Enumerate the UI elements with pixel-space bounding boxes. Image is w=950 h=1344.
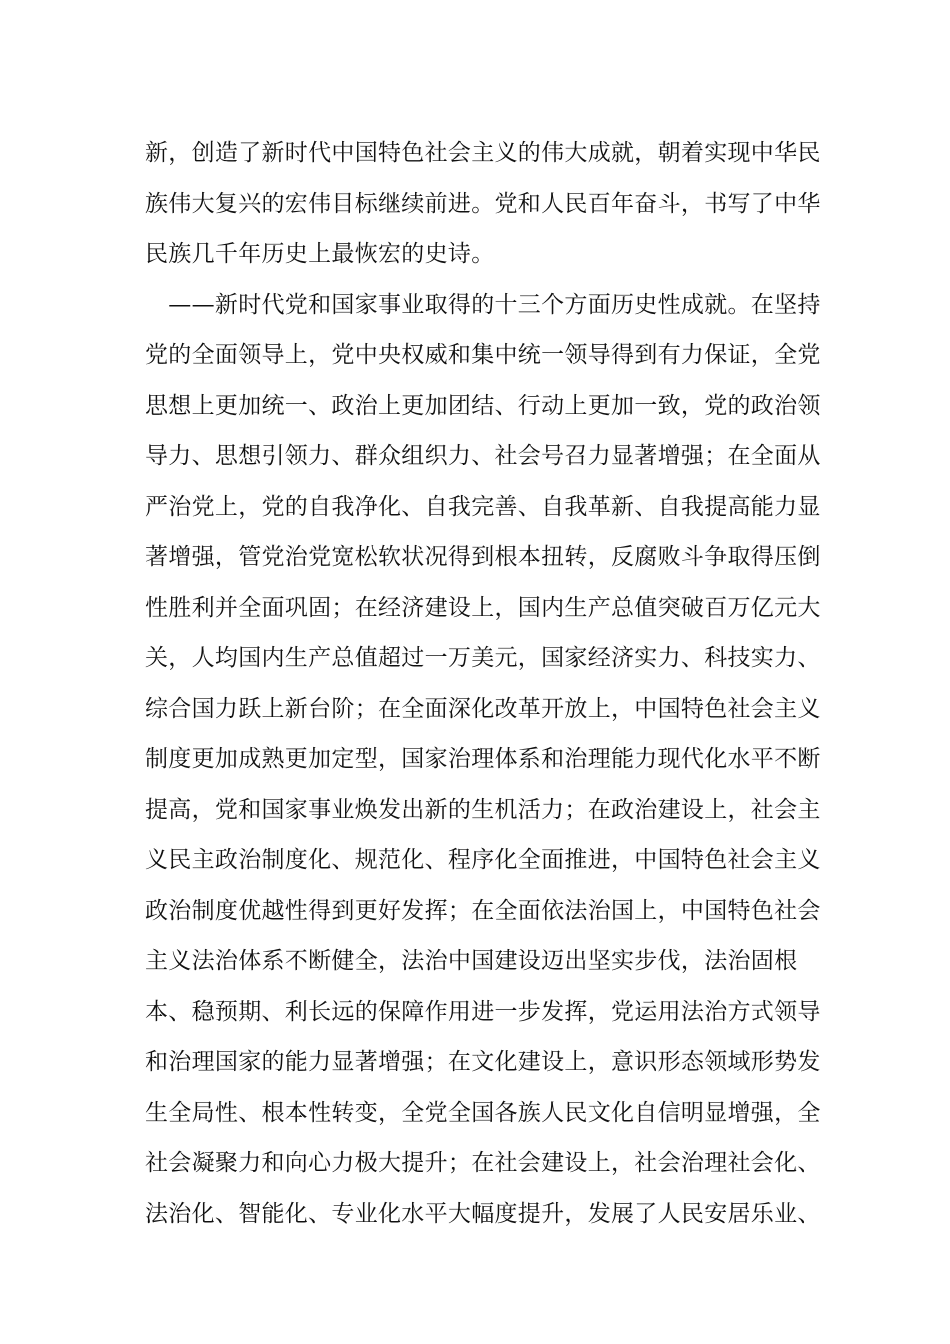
text-line: 民族几千年历史上最恢宏的史诗。: [145, 241, 495, 267]
text-line: 综合国力跃上新台阶；在全面深化改革开放上，中国特色社会主义: [145, 695, 821, 722]
text-line: 政治制度优越性得到更好发挥；在全面依法治国上，中国特色社会: [145, 897, 821, 924]
text-line: 党的全面领导上，党中央权威和集中统一领导得到有力保证，全党: [145, 342, 821, 368]
text-line: 导力、思想引领力、群众组织力、社会号召力显著增强；在全面从: [145, 443, 821, 469]
text-line: 制度更加成熟更加定型，国家治理体系和治理能力现代化水平不断: [145, 746, 821, 772]
text-line: 和治理国家的能力显著增强；在文化建设上，意识形态领域形势发: [145, 1049, 821, 1075]
text-line: 族伟大复兴的宏伟目标继续前进。党和人民百年奋斗，书写了中华: [145, 190, 821, 217]
text-line: 法治化、智能化、专业化水平大幅度提升，发展了人民安居乐业、: [145, 1200, 821, 1227]
text-line: 义民主政治制度化、规范化、程序化全面推进，中国特色社会主义: [145, 847, 821, 873]
text-line: ——新时代党和国家事业取得的十三个方面历史性成就。在坚持: [145, 291, 821, 318]
text-line: 著增强，管党治党宽松软状况得到根本扭转，反腐败斗争取得压倒: [145, 544, 821, 570]
text-line: 提高，党和国家事业焕发出新的生机活力；在政治建设上，社会主: [145, 796, 821, 823]
text-line: 生全局性、根本性转变，全党全国各族人民文化自信明显增强，全: [145, 1099, 821, 1126]
text-line: 严治党上，党的自我净化、自我完善、自我革新、自我提高能力显: [145, 493, 821, 520]
text-line: 思想上更加统一、政治上更加团结、行动上更加一致，党的政治领: [145, 392, 821, 419]
text-line: 社会凝聚力和向心力极大提升；在社会建设上，社会治理社会化、: [145, 1150, 821, 1176]
text-line: 主义法治体系不断健全，法治中国建设迈出坚实步伐，法治固根: [145, 948, 798, 974]
text-line: 关，人均国内生产总值超过一万美元，国家经济实力、科技实力、: [145, 645, 821, 671]
text-line: 本、稳预期、利长远的保障作用进一步发挥，党运用法治方式领导: [145, 998, 821, 1025]
body-text: [145, 128, 821, 1239]
text-line: 新，创造了新时代中国特色社会主义的伟大成就，朝着实现中华民: [145, 140, 821, 166]
text-line: 性胜利并全面巩固；在经济建设上，国内生产总值突破百万亿元大: [145, 594, 821, 621]
